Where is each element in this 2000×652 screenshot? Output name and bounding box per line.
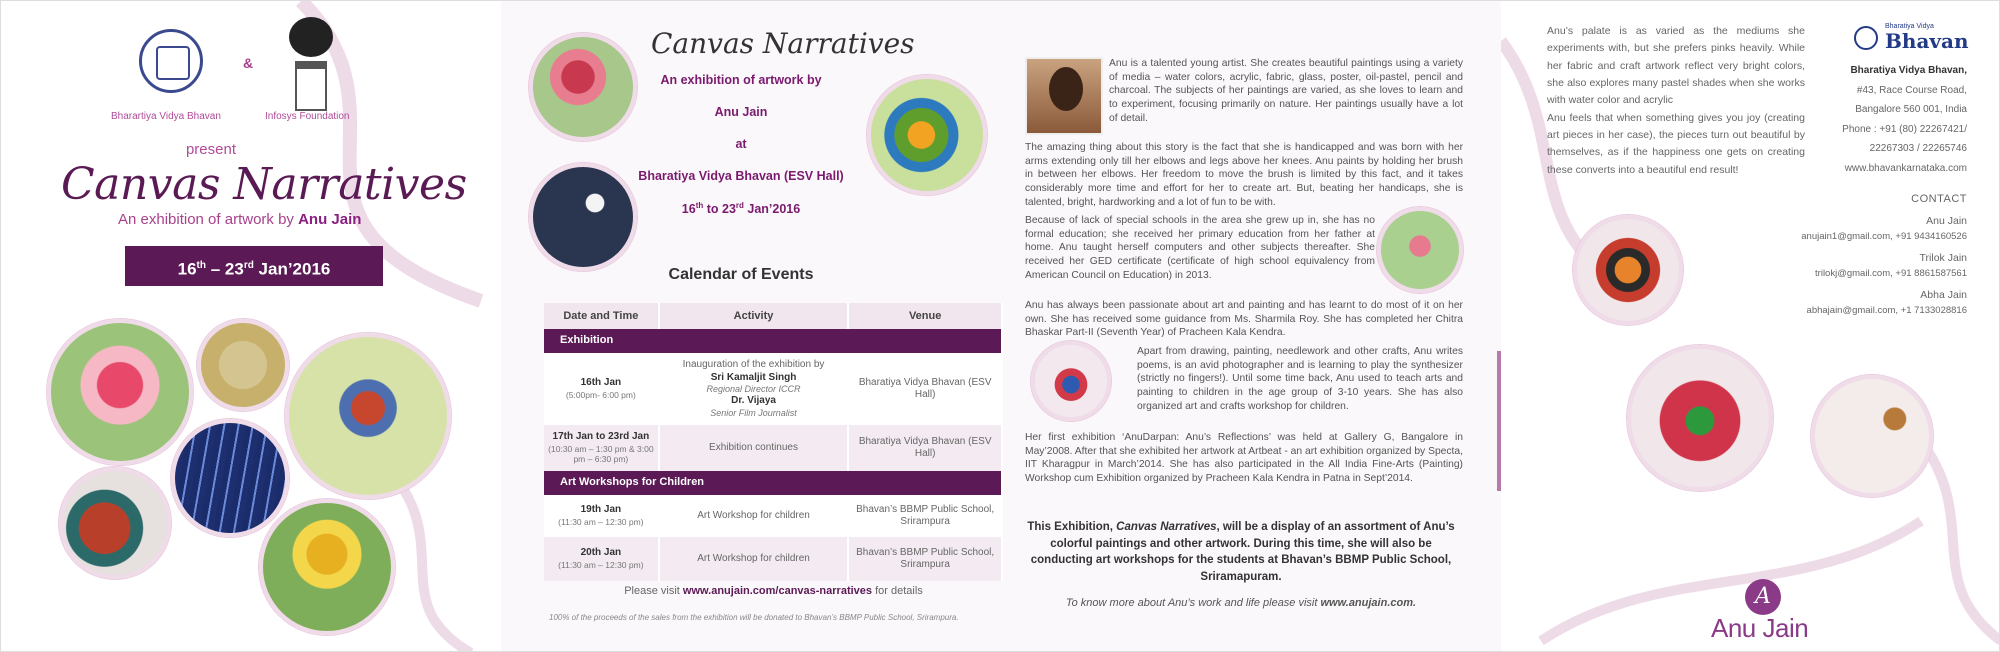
calendar-title: Calendar of Events bbox=[668, 266, 814, 283]
center-date-start-suffix: th bbox=[695, 201, 704, 210]
cover-date-banner bbox=[125, 246, 383, 286]
bio-paragraph-6: Her first exhibition ‘AnuDarpan: Anu’s Reflections’ was held at Gallery G, Bangalore in May’2008. After that she exhibited her artwork at Artbeat - an art exhibition organized by Specta, IIT Kharagpur in March’2014. She has also participated in the All India Fine-Arts (Painting) Workshop cum Exhibition organized by Pracheen Kala Kendra in Patna in Sept’2014. bbox=[1025, 432, 1463, 485]
cover-subtitle bbox=[118, 211, 361, 228]
date-start-suffix: th bbox=[196, 260, 206, 271]
center-date-month: Jan’2016 bbox=[743, 202, 801, 217]
section-label: Exhibition bbox=[544, 329, 1002, 353]
row-venue: Bharatiya Vidya Bhavan (ESV Hall) bbox=[848, 353, 1002, 425]
yellow-flower-painting bbox=[259, 499, 395, 635]
table-row bbox=[544, 353, 1002, 425]
craft-bowls-photo bbox=[1031, 341, 1111, 421]
row-activity bbox=[659, 353, 849, 425]
bio-paragraph-1: Anu is a talented young artist. She creates beautiful paintings using a variety of media – water colors, acrylic, fabric, glass, poster, oil-pastel, pencil and charcoal. The subjects of her paintings are varied, as she loves to learn and to experiment, focusing primarily on nature. Her paintings usually have a lot of detail. bbox=[1109, 58, 1463, 124]
guest-role: Regional Director ICCR bbox=[706, 384, 801, 394]
contact-block bbox=[1761, 193, 1967, 316]
row-activity: Art Workshop for children bbox=[659, 495, 849, 537]
row-date-day: 20th Jan bbox=[580, 547, 622, 559]
activity-text: Inauguration of the exhibition by bbox=[682, 359, 825, 370]
bio-paragraph-2: The amazing thing about this story is the fact that she is handicapped and was born with her arms extending only till her elbows and legs above her knees. Anu paints by holding her brush in between her elbows. Her freedom to move the brush is limited by this fact, and it takes considerably more time and effort for her to create art. But, beating her handicaps, she is talented, bright, hardworking and a lot of fun to be with. bbox=[1025, 142, 1463, 208]
center-line-2: Anu Jain bbox=[714, 105, 768, 119]
center-date-end: to 23 bbox=[703, 202, 736, 217]
section-row-workshops bbox=[544, 471, 1002, 495]
lovebirds-painting bbox=[867, 75, 987, 195]
contact-name: Anu Jain bbox=[1926, 215, 1967, 227]
row-date bbox=[544, 353, 659, 425]
statement-text: This Exhibition, bbox=[1027, 521, 1117, 533]
bhavan-logo-text: Bhavan bbox=[1885, 29, 1969, 53]
date-end-suffix: rd bbox=[243, 260, 254, 271]
artist-name: Anu Jain bbox=[298, 211, 362, 228]
exhibition-statement bbox=[1021, 519, 1461, 586]
center-date-end-suffix: rd bbox=[735, 201, 744, 210]
painted-pot-photo bbox=[1573, 215, 1683, 325]
bhavan-logo-caption: Bharartiya Vidya Bhavan bbox=[111, 111, 221, 122]
address-line: Bangalore 560 001, India bbox=[1855, 104, 1967, 115]
row-date-day: 16th Jan bbox=[580, 377, 622, 389]
center-date-start: 16 bbox=[681, 202, 696, 217]
table-row bbox=[544, 537, 1002, 581]
calendar-table bbox=[544, 303, 1003, 581]
contact-name: Abha Jain bbox=[1920, 289, 1967, 301]
row-date-time: (11:30 am – 12:30 pm) bbox=[558, 516, 644, 527]
row-date-day: 17th Jan to 23rd Jan bbox=[552, 431, 650, 443]
header-activity: Activity bbox=[659, 303, 849, 329]
date-end: – 23 bbox=[206, 259, 244, 279]
bird-sketch-painting bbox=[1811, 375, 1933, 497]
row-date-time: (10:30 am – 1:30 pm & 3:00 pm – 6:30 pm) bbox=[548, 443, 654, 465]
table-header-row bbox=[544, 303, 1002, 329]
bhavan-logo-small: Bharatiya Vidya bbox=[1885, 23, 1934, 30]
right-paragraph-1: Anu’s palate is as varied as the mediums she experiments with, but she prefers pinks heavily. While her fabric and craft artwork reflect very bright colors, she also explores many pastel shades when she works with water color and acrylic bbox=[1547, 25, 1805, 107]
infosys-logo-icon bbox=[289, 17, 333, 57]
pink-flower-painting bbox=[1377, 207, 1463, 293]
contact-detail[interactable]: anujain1@gmail.com, +91 9434160526 bbox=[1801, 231, 1967, 242]
decorated-vase-photo bbox=[1627, 345, 1773, 491]
contact-detail[interactable]: trilokj@gmail.com, +91 8861587561 bbox=[1815, 268, 1967, 279]
present-label: present bbox=[185, 141, 237, 158]
right-text bbox=[1547, 23, 1805, 179]
artist-photo bbox=[1025, 57, 1103, 135]
row-date-day: 19th Jan bbox=[580, 504, 622, 516]
website-link[interactable]: www.anujain.com. bbox=[1320, 597, 1417, 609]
row-date bbox=[544, 495, 659, 537]
center-line-4: Bharatiya Vidya Bhavan (ESV Hall) bbox=[638, 169, 844, 183]
night-trees-painting bbox=[171, 419, 289, 537]
contact-heading: CONTACT bbox=[1911, 193, 1967, 205]
row-venue: Bhavan’s BBMP Public School, Srirampura bbox=[848, 495, 1002, 537]
leaf-painting bbox=[197, 319, 289, 411]
bio-paragraph-5: Apart from drawing, painting, needlework and other crafts, Anu writes poems, is an avid photographer and is learning to play the synthesizer (strictly no fingers!). Until some time back, Anu used to teach arts and painting to children in the age group of 3-10 years. She has also organized art and crafts workshop for children. bbox=[1137, 346, 1463, 412]
row-venue: Bharatiya Vidya Bhavan (ESV Hall) bbox=[848, 425, 1002, 471]
statement-title: Canvas Narratives bbox=[1116, 521, 1217, 533]
bird-painting bbox=[285, 333, 451, 499]
visit-line bbox=[544, 585, 1003, 597]
infosys-logo-caption: Infosys Foundation bbox=[265, 111, 350, 122]
section-label: Art Workshops for Children bbox=[544, 471, 1002, 495]
right-paragraph-2: Anu feels that when something gives you joy (creating art pieces in her case), the pieces turn out beautiful by themselves, as if the happiness one gets on creating these converts into a beautiful end result! bbox=[1547, 111, 1805, 176]
row-venue: Bhavan’s BBMP Public School, Srirampura bbox=[848, 537, 1002, 581]
address-block bbox=[1801, 61, 1967, 178]
guest-name: Dr. Vijaya bbox=[731, 395, 776, 407]
table-row bbox=[544, 495, 1002, 537]
table-row bbox=[544, 425, 1002, 471]
row-date-time: (11:30 am – 12:30 pm) bbox=[558, 559, 644, 570]
contact-name: Trilok Jain bbox=[1919, 252, 1967, 264]
pots-painting bbox=[59, 467, 171, 579]
anu-jain-brand: Anu Jain bbox=[1711, 613, 1809, 643]
bhavan-logo-icon bbox=[139, 29, 203, 93]
center-line-1: An exhibition of artwork by bbox=[660, 73, 822, 87]
subtitle-prefix: An exhibition of artwork by bbox=[118, 211, 294, 228]
address-line: #43, Race Course Road, bbox=[1856, 84, 1967, 96]
more-prefix: To know more about Anu’s work and life please visit bbox=[1065, 597, 1321, 609]
org-name: Bharatiya Vidya Bhavan, bbox=[1850, 65, 1967, 76]
phone-line: 22267303 / 22265746 bbox=[1869, 143, 1967, 154]
row-activity: Art Workshop for children bbox=[659, 537, 849, 581]
center-title: Canvas Narratives bbox=[651, 27, 915, 60]
infosys-pillar-icon bbox=[295, 61, 327, 111]
date-start: 16 bbox=[177, 259, 197, 279]
header-venue: Venue bbox=[848, 303, 1002, 329]
visit-prefix: Please visit bbox=[624, 585, 683, 597]
row-date bbox=[544, 537, 659, 581]
footnote: 100% of the proceeds of the sales from the exhibition will be donated to Bhavan’s BBMP Public School, Srirampura. bbox=[549, 613, 959, 622]
more-info-line bbox=[1021, 597, 1461, 609]
red-flower-painting bbox=[529, 33, 637, 141]
visit-suffix: for details bbox=[872, 585, 923, 597]
row-date bbox=[544, 425, 659, 471]
guest-name: Sri Kamaljit Singh bbox=[710, 371, 797, 383]
visit-link[interactable]: www.anujain.com/canvas-narratives bbox=[682, 585, 873, 597]
date-month: Jan’2016 bbox=[253, 259, 331, 279]
row-date-time: (5:00pm- 6:00 pm) bbox=[565, 389, 636, 400]
section-row-exhibition bbox=[544, 329, 1002, 353]
cover-title: Canvas Narratives bbox=[61, 159, 467, 210]
contact-detail[interactable]: abhajain@gmail.com, +1 7133028816 bbox=[1806, 305, 1967, 316]
website-link[interactable]: www.bhavankarnataka.com bbox=[1844, 162, 1967, 174]
bio-paragraph-3: Because of lack of special schools in the area she grew up in, she has no formal education; she received her primary education from her father at home. Anu taught herself computers and other subjects thereafter. She received her GED certificate (certificate of high school equivalency from American Council on Education) in 2013. bbox=[1025, 215, 1375, 281]
bio-paragraph-4: Anu has always been passionate about art and painting and has learnt to do most of it on her own. She has received some guidance from Ms. Sharmila Roy. She has completed her Chitra Bhaskar Part-II (Seventh Year) of Pracheen Kala Kendra. bbox=[1025, 300, 1463, 339]
anu-jain-logo-icon: A bbox=[1745, 579, 1781, 615]
center-dates bbox=[621, 201, 861, 216]
bhavan-emblem-icon bbox=[1854, 26, 1878, 50]
header-date: Date and Time bbox=[544, 303, 659, 329]
statement-text: , will be a display of an assortment of Anu’s colorful paintings and other artwork. During this time, she will also be conducting art workshops for the students at Bhavan’s BBMP Public School, Sriramapuram. bbox=[1030, 521, 1455, 584]
center-line-3: at bbox=[735, 137, 747, 151]
guest-role: Senior Film Journalist bbox=[710, 407, 797, 418]
phone-line: Phone : +91 (80) 22267421/ bbox=[1842, 123, 1967, 135]
ampersand: & bbox=[243, 55, 254, 71]
row-activity: Exhibition continues bbox=[659, 425, 849, 471]
dahlia-painting bbox=[47, 319, 193, 465]
